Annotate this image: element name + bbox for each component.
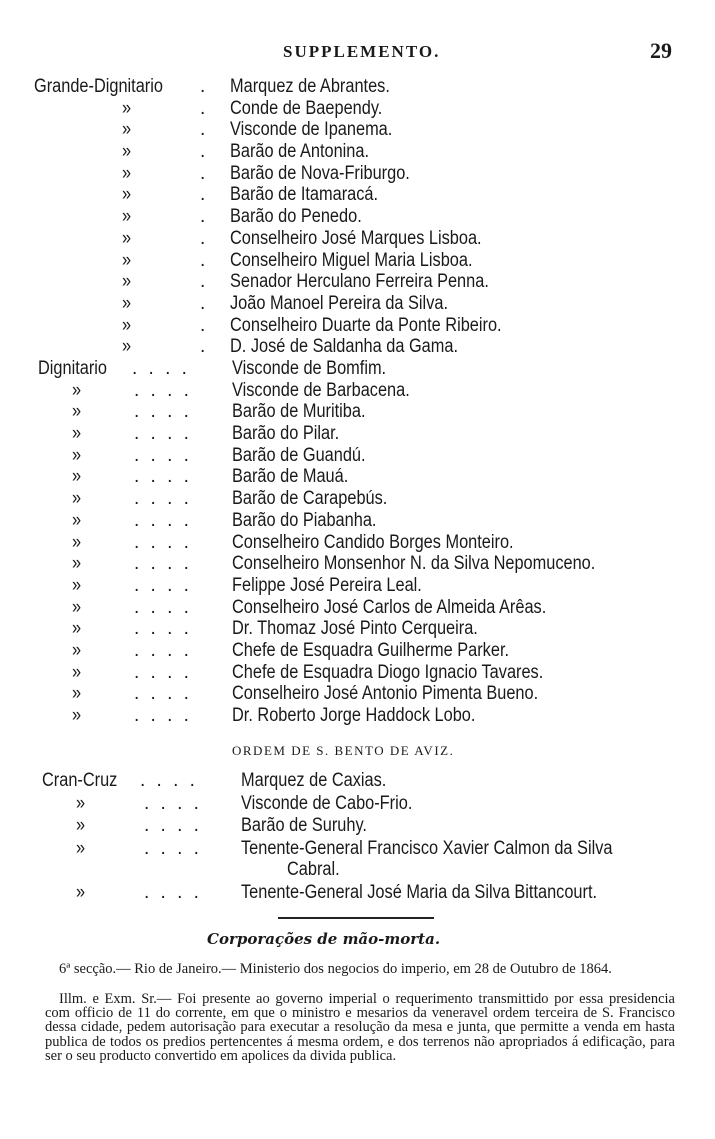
list-item (0, 445, 715, 467)
ditto-mark: » (72, 618, 82, 640)
honoree-name: Felippe José Pereira Leal. (232, 574, 422, 596)
leader-dots: . . . . (134, 705, 192, 726)
leader-dot: . (200, 292, 209, 314)
leader-dot: . (200, 162, 209, 184)
ditto-mark: » (72, 401, 82, 423)
honoree-name: Conselheiro José Antonio Pimenta Bueno. (232, 683, 539, 705)
leader-dot: . (200, 314, 209, 336)
honoree-name: Conselheiro Monsenhor N. da Silva Nepomuceno. (232, 553, 596, 575)
leader-dots: . . . . (134, 509, 192, 531)
list-item (0, 401, 715, 423)
ditto-mark: » (76, 815, 86, 836)
list-item (0, 553, 715, 575)
list-item (0, 618, 715, 640)
corporacoes-heading: Corporações de mão-morta. (207, 930, 441, 948)
ditto-mark: » (72, 639, 82, 661)
list-item (0, 141, 715, 163)
leader-dots: . . . . (134, 683, 192, 705)
divider (278, 917, 434, 919)
honoree-name: Conselheiro Duarte da Ponte Ribeiro. (230, 314, 502, 336)
leader-dots: . . . . (144, 882, 202, 903)
honoree-name: Visconde de Ipanema. (230, 119, 393, 141)
leader-dots: . . . . (132, 358, 190, 379)
list-item (0, 793, 715, 816)
leader-dot: . (200, 271, 209, 293)
gran-cruz-list (0, 770, 715, 905)
honoree-name: Conde de Baependy. (230, 97, 383, 119)
honoree-name: Tenente-General José Maria da Silva Bittancourt. (241, 882, 598, 903)
honoree-name: Barão do Pilar. (232, 423, 340, 445)
list-item (0, 271, 715, 293)
list-item (0, 662, 715, 684)
ditto-mark: » (76, 792, 86, 814)
leader-dots: . . . . (134, 444, 192, 466)
list-item (0, 532, 715, 554)
list-item (0, 250, 715, 272)
ditto-mark: » (72, 379, 82, 401)
list-item (0, 98, 715, 120)
ditto-mark: » (122, 336, 132, 358)
notice-paragraph-2: Illm. e Exm. Sr.— Foi presente ao governo imperial o requerimento transmittido por essa presidencia com officio de 11 do corrente, em que o ministro e mesarios da veneravel ordem terceira de S. Francisco dessa cidade, pedem autorisação para executar a resolução da mesa e junta, que permitte a venda em hasta publica de todos os predios pertencentes á mesma ordem, e dos terrenos não apropriados á edificação, para ser o seu producto convertido em apolices da divida publica. (45, 991, 675, 1064)
ditto-mark: » (122, 162, 132, 184)
list-item (0, 640, 715, 662)
honoree-name: Barão de Muritiba. (232, 401, 366, 423)
notice-paragraph-1: 6ª secção.— Rio de Janeiro.— Ministerio dos negocios do imperio, em 28 de Outubro de 1864. (59, 961, 612, 977)
list-item (0, 336, 715, 358)
leader-dots: . . . . (134, 531, 192, 553)
honoree-name: Visconde de Cabo-Frio. (241, 792, 413, 814)
leader-dot: . (200, 97, 209, 119)
ditto-mark: » (72, 423, 82, 445)
dignitario-list (0, 358, 715, 727)
honoree-name: Barão de Suruhy. (241, 815, 367, 836)
leader-dot: . (200, 141, 209, 163)
list-item (0, 705, 715, 727)
leader-dots: . . . . (134, 618, 192, 640)
leader-dots: . . . . (134, 379, 192, 401)
ditto-mark: » (122, 119, 132, 141)
page-title: SUPPLEMENTO. (283, 42, 441, 61)
list-item (0, 466, 715, 488)
leader-dot: . (200, 336, 209, 358)
honoree-name: Dr. Thomaz José Pinto Cerqueira. (232, 618, 478, 640)
ditto-mark: » (72, 574, 82, 596)
ditto-mark: » (122, 206, 132, 228)
honoree-name: Barão de Carapebús. (232, 488, 388, 510)
list-item (0, 315, 715, 337)
honoree-name: Marquez de Caxias. (241, 770, 387, 791)
ditto-mark: » (72, 553, 82, 575)
honoree-name: Chefe de Esquadra Diogo Ignacio Tavares. (232, 661, 544, 683)
honoree-name: Barão do Penedo. (230, 206, 362, 228)
leader-dots: . . . . (144, 837, 202, 859)
leader-dots: . . . . (144, 792, 202, 814)
leader-dots: . . . . (134, 574, 192, 596)
honoree-name: Visconde de Barbacena. (232, 379, 410, 401)
leader-dot: . (200, 76, 209, 97)
name-continuation: Cabral. (287, 859, 340, 880)
list-item (0, 838, 715, 861)
leader-dots: . . . . (134, 466, 192, 488)
list-item (0, 163, 715, 185)
ditto-mark: » (72, 596, 82, 618)
list-item (0, 683, 715, 705)
leader-dot: . (200, 206, 209, 228)
ditto-mark: » (122, 249, 132, 271)
honoree-name: Dr. Roberto Jorge Haddock Lobo. (232, 705, 476, 726)
list-item (0, 206, 715, 228)
page-number: 29 (650, 38, 672, 63)
leader-dots: . . . . (134, 553, 192, 575)
ditto-mark: » (72, 444, 82, 466)
leader-dots: . . . . (140, 770, 198, 791)
ditto-mark: » (122, 141, 132, 163)
list-item (0, 184, 715, 206)
list-item (0, 380, 715, 402)
honoree-name: Barão do Piabanha. (232, 509, 377, 531)
section-title: ORDEM DE S. BENTO DE AVIZ. (232, 743, 455, 758)
ditto-mark: » (122, 184, 132, 206)
leader-dot: . (200, 227, 209, 249)
ditto-mark: » (122, 97, 132, 119)
honoree-name: Barão de Mauá. (232, 466, 349, 488)
rank-label: Grande-Dignitario (34, 76, 163, 97)
ditto-mark: » (122, 292, 132, 314)
leader-dots: . . . . (134, 401, 192, 423)
leader-dot: . (200, 119, 209, 141)
list-item (0, 488, 715, 510)
list-item (0, 228, 715, 250)
leader-dots: . . . . (134, 423, 192, 445)
ditto-mark: » (72, 661, 82, 683)
ditto-mark: » (122, 271, 132, 293)
leader-dots: . . . . (134, 639, 192, 661)
honoree-name: Conselheiro José Carlos de Almeida Arêas. (232, 596, 547, 618)
leader-dots: . . . . (144, 815, 202, 836)
rank-label: Dignitario (38, 358, 108, 379)
ditto-mark: » (72, 466, 82, 488)
list-item (0, 815, 715, 838)
ditto-mark: » (72, 488, 82, 510)
honoree-name: Senador Herculano Ferreira Penna. (230, 271, 489, 293)
honoree-name: Barão de Guandú. (232, 444, 366, 466)
honoree-name: João Manoel Pereira da Silva. (230, 292, 448, 314)
list-item (0, 76, 715, 98)
leader-dot: . (200, 184, 209, 206)
list-item (0, 597, 715, 619)
leader-dots: . . . . (134, 596, 192, 618)
ditto-mark: » (72, 683, 82, 705)
rank-label: Cran-Cruz (42, 770, 118, 791)
ditto-mark: » (76, 837, 86, 859)
honoree-name: Tenente-General Francisco Xavier Calmon da Silva (241, 837, 613, 859)
honoree-name: Chefe de Esquadra Guilherme Parker. (232, 639, 510, 661)
list-item (0, 510, 715, 532)
honoree-name: Barão de Antonina. (230, 141, 370, 163)
list-item (0, 882, 715, 905)
list-item (0, 358, 715, 380)
page-header (0, 38, 715, 66)
ditto-mark: » (72, 531, 82, 553)
ditto-mark: » (122, 227, 132, 249)
list-item (0, 423, 715, 445)
ditto-mark: » (72, 509, 82, 531)
honoree-name: Conselheiro Miguel Maria Lisboa. (230, 249, 473, 271)
grande-dignitario-list (0, 76, 715, 358)
leader-dots: . . . . (134, 488, 192, 510)
ditto-mark: » (72, 705, 82, 726)
list-item (0, 119, 715, 141)
list-item (0, 575, 715, 597)
honoree-name: Conselheiro Candido Borges Monteiro. (232, 531, 514, 553)
honoree-name: D. José de Saldanha da Gama. (230, 336, 458, 358)
honoree-name: Conselheiro José Marques Lisboa. (230, 227, 482, 249)
list-item (0, 293, 715, 315)
honoree-name: Barão de Itamaracá. (230, 184, 379, 206)
leader-dots: . . . . (134, 661, 192, 683)
honoree-name: Visconde de Bomfim. (232, 358, 387, 379)
ditto-mark: » (76, 882, 86, 903)
honoree-name: Marquez de Abrantes. (230, 76, 390, 97)
honoree-name: Barão de Nova-Friburgo. (230, 162, 410, 184)
leader-dot: . (200, 249, 209, 271)
ditto-mark: » (122, 314, 132, 336)
list-item (0, 770, 715, 793)
